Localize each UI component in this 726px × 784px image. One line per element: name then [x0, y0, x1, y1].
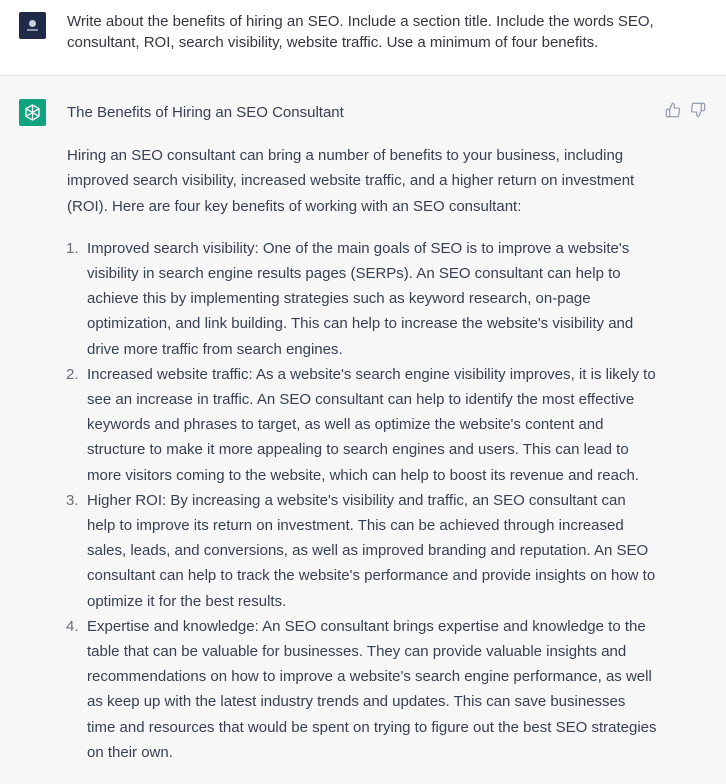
user-prompt-text: Write about the benefits of hiring an SEO. Include a section title. Include the words SEO, consultant, ROI, search visibility, website traffic. Use a minimum of four benefits. — [67, 13, 654, 51]
list-item-number: 2. — [66, 365, 79, 383]
assistant-message-row — [0, 76, 726, 784]
list-item — [67, 488, 657, 614]
thumbs-down-icon[interactable] — [690, 102, 706, 118]
openai-logo-icon — [19, 99, 46, 126]
list-item — [67, 362, 657, 488]
list-item-text: Increased website traffic: As a website's search engine visibility improves, it is likely to see an increase in traffic. An SEO consultant can help to identify the most effective keywords and phrases to target, as well as optimize the website's content and structure to make it more appealing to search engines and users. This can lead to more visitors coming to the website, which can help to boost its revenue and reach. — [87, 365, 656, 484]
assistant-response — [67, 100, 657, 765]
list-item-number: 4. — [66, 617, 79, 635]
response-section-title: The Benefits of Hiring an SEO Consultant — [67, 104, 344, 121]
list-item-text: Higher ROI: By increasing a website's visibility and traffic, an SEO consultant can help to improve its return on investment. This can be achieved through increased sales, leads, and conversions, as well as improved branding and reputation. An SEO consultant can help to track the website's performance and provide insights on how to optimize it for the best results. — [87, 491, 656, 610]
benefits-list — [67, 236, 657, 765]
list-item — [67, 614, 657, 765]
user-avatar-icon — [19, 12, 46, 39]
list-item-number: 1. — [66, 239, 79, 257]
user-message-row — [0, 0, 726, 76]
list-item — [67, 236, 657, 362]
list-item-text: Improved search visibility: One of the main goals of SEO is to improve a website's visibility in search engine results pages (SERPs). An SEO consultant can help to achieve this by implementing strategies such as keyword research, on-page optimization, and link building. This can help to increase the website's visibility and drive more traffic from search engines. — [87, 239, 634, 358]
thumbs-up-icon[interactable] — [665, 102, 681, 118]
list-item-number: 3. — [66, 491, 79, 509]
response-intro-paragraph: Hiring an SEO consultant can bring a number of benefits to your business, including improved search visibility, increased website traffic, and a higher return on investment (ROI). Here are four key benefits of working with an SEO consultant: — [67, 147, 635, 215]
list-item-text: Expertise and knowledge: An SEO consultant brings expertise and knowledge to the table that can be valuable for businesses. They can provide valuable insights and recommendations on how to improve a website's search engine performance, as well as keep up with the latest industry trends and updates. This can save businesses time and resources that would be spent on trying to figure out the best SEO strategies on their own. — [87, 617, 657, 761]
